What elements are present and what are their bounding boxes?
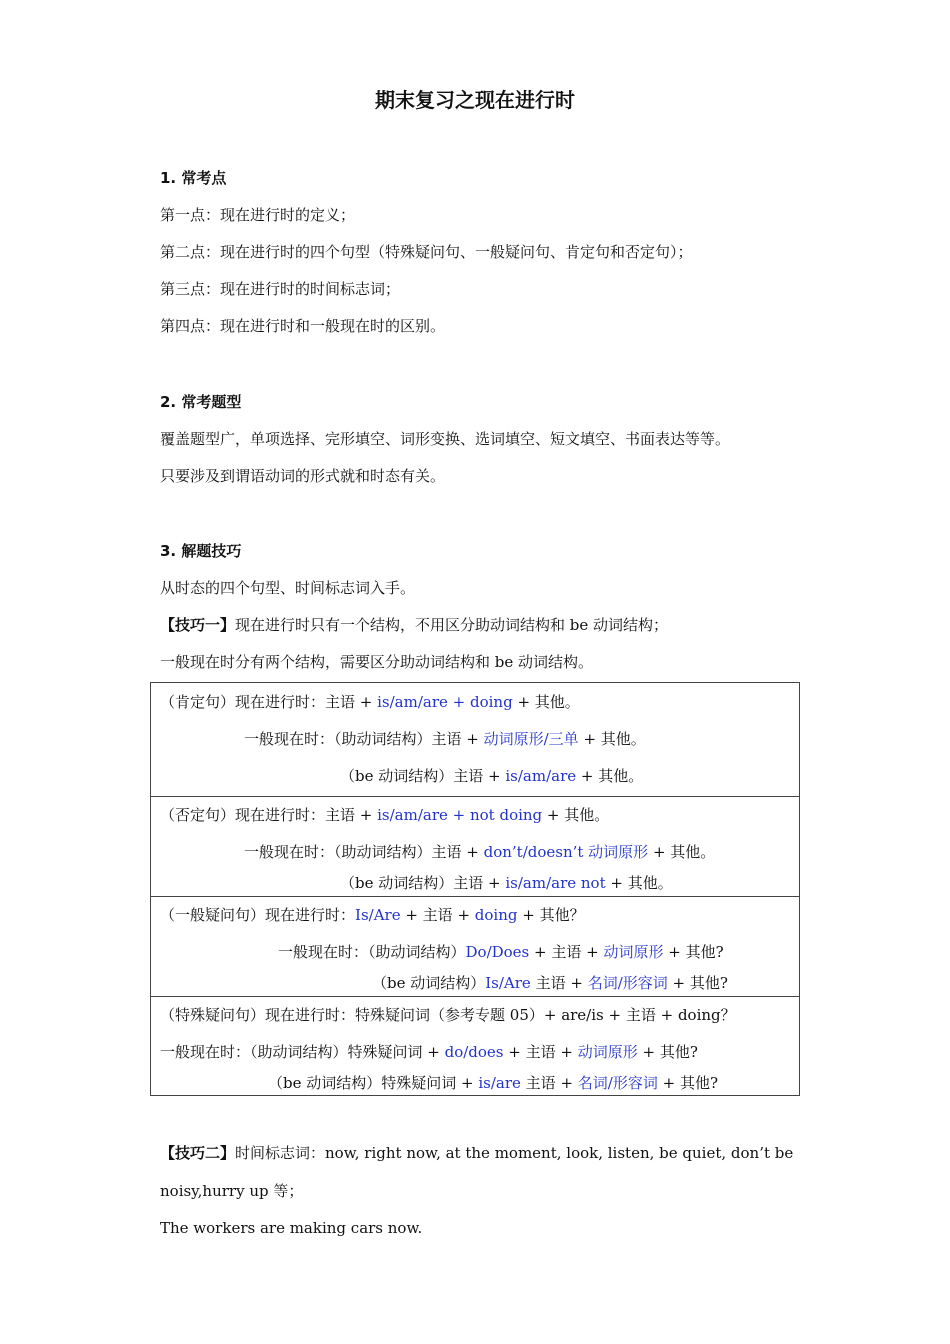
page-title: 期末复习之现在进行时 [375, 88, 575, 112]
highlight-segment: is/am/are + doing [377, 693, 513, 711]
special-question-line-1: （特殊疑问句）现在进行时：特殊疑问词（参考专题 05）+ are/is + 主语 + doing？ [160, 1006, 736, 1024]
section2-heading: 2. 常考题型 [160, 393, 242, 411]
section2-line-1: 覆盖题型广，单项选择、完形填空、词形变换、选词填空、短文填空、书面表达等等。 [160, 430, 731, 448]
text-segment: （be 动词结构）特殊疑问词 + [268, 1074, 479, 1092]
tip2-text: 时间标志词：now, right now, at the moment, look, listen, be quiet, don’t be [235, 1144, 794, 1162]
tip1-line-2: 一般现在时分有两个结构，需要区分助动词结构和 be 动词结构。 [160, 653, 594, 671]
text-segment: （be 动词结构）主语 + [340, 874, 506, 892]
text-segment: + 其他。 [578, 730, 646, 748]
text-segment: + 其他。 [542, 806, 610, 824]
text-segment: + 主语 + [503, 1043, 578, 1061]
section3-intro: 从时态的四个句型、时间标志词入手。 [160, 579, 416, 597]
highlight-segment: 动词原形 [577, 1043, 638, 1061]
general-question-line-1 [160, 904, 585, 926]
tip2-line [160, 1142, 793, 1164]
text-segment: + 其他? [637, 1043, 698, 1061]
highlight-segment: is/am/are + not doing [377, 806, 543, 824]
tip2-example: The workers are making cars now. [160, 1219, 423, 1237]
text-segment: 主语 + [520, 1074, 578, 1092]
text-segment: 一般现在时：（助动词结构）主语 + [244, 843, 484, 861]
section1-line-4: 第四点：现在进行时和一般现在时的区别。 [160, 317, 446, 335]
text-segment: + 其他。 [576, 767, 644, 785]
tip1-line [160, 614, 668, 636]
tip1-text: 现在进行时只有一个结构，不用区分助动词结构和 be 动词结构； [235, 616, 669, 634]
general-question-line-2 [278, 941, 724, 963]
negative-line-3 [340, 872, 673, 894]
negative-line-1 [160, 804, 609, 826]
tip2-line-2: noisy,hurry up 等； [160, 1182, 304, 1200]
table-row-special-question [151, 996, 799, 1095]
section1-line-1: 第一点：现在进行时的定义； [160, 206, 356, 224]
affirmative-line-1 [160, 691, 580, 713]
text-segment: + 其他。 [605, 874, 673, 892]
affirmative-line-3 [340, 765, 643, 787]
text-segment: （一般疑问句）现在进行时： [160, 906, 356, 924]
affirmative-line-2 [244, 728, 646, 750]
highlight-segment: is/am/are not [505, 874, 606, 892]
highlight-segment: do/does [444, 1043, 504, 1061]
text-segment: + 其他? [657, 1074, 718, 1092]
text-segment: （否定句）现在进行时：主语 + [160, 806, 378, 824]
special-question-line-2 [160, 1041, 698, 1063]
highlight-segment: Is/Are [355, 906, 401, 924]
highlight-segment: is/are [478, 1074, 521, 1092]
section1-line-2: 第二点：现在进行时的四个句型（特殊疑问句、一般疑问句、肯定句和否定句）； [160, 243, 693, 261]
text-segment: （be 动词结构） [372, 974, 486, 992]
highlight-segment: 动词原形 [603, 943, 664, 961]
highlight-segment: 名词/形容词 [577, 1074, 658, 1092]
grammar-table [150, 682, 800, 1096]
text-segment: + 主语 + [529, 943, 604, 961]
text-segment: + 主语 + [400, 906, 475, 924]
text-segment: （肯定句）现在进行时：主语 + [160, 693, 378, 711]
negative-line-2 [244, 841, 715, 863]
text-segment: + 其他? [667, 974, 728, 992]
highlight-segment: don’t/doesn’t 动词原形 [483, 843, 649, 861]
text-segment: + 其他？ [517, 906, 585, 924]
highlight-segment: Do/Does [465, 943, 530, 961]
text-segment: 一般现在时：（助动词结构） [278, 943, 466, 961]
text-segment: 主语 + [530, 974, 588, 992]
highlight-segment: Is/Are [485, 974, 531, 992]
text-segment: + 其他。 [512, 693, 580, 711]
highlight-segment: doing [474, 906, 518, 924]
text-segment: + 其他。 [648, 843, 716, 861]
highlight-segment: 动词原形/三单 [483, 730, 579, 748]
section2-line-2: 只要涉及到谓语动词的形式就和时态有关。 [160, 467, 446, 485]
text-segment: + 其他? [663, 943, 724, 961]
table-row-negative [151, 796, 799, 897]
special-question-line-3 [268, 1072, 718, 1094]
tip1-label: 【技巧一】 [160, 616, 236, 634]
section1-line-3: 第三点：现在进行时的时间标志词； [160, 280, 401, 298]
highlight-segment: 名词/形容词 [587, 974, 668, 992]
table-row-affirmative [151, 683, 799, 797]
text-segment: 一般现在时：（助动词结构）主语 + [244, 730, 484, 748]
text-segment: （be 动词结构）主语 + [340, 767, 506, 785]
highlight-segment: is/am/are [505, 767, 577, 785]
section3-heading: 3. 解题技巧 [160, 542, 242, 560]
tip2-label: 【技巧二】 [160, 1144, 236, 1162]
general-question-line-3 [372, 972, 728, 994]
table-row-general-question [151, 896, 799, 997]
section1-heading: 1. 常考点 [160, 169, 227, 187]
text-segment: 一般现在时：（助动词结构）特殊疑问词 + [160, 1043, 445, 1061]
